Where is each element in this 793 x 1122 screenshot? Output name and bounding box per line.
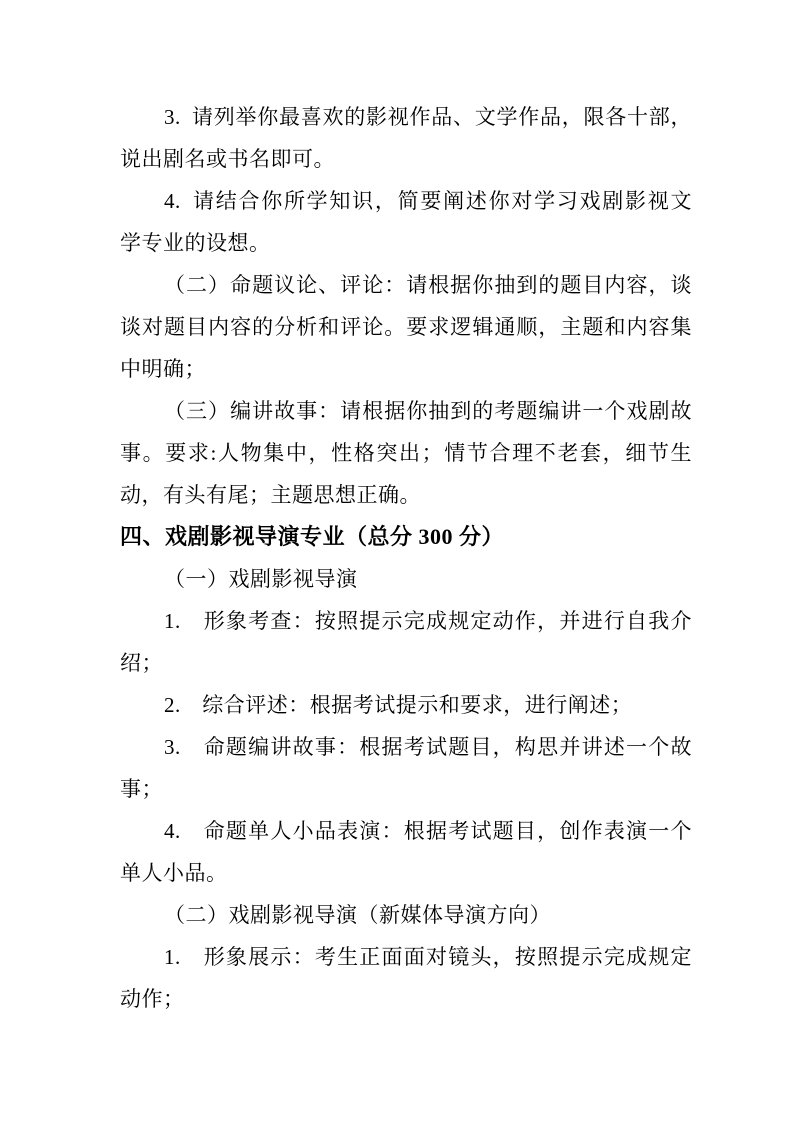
paragraph-text-line: 3. 请列举你最喜欢的影视作品、文学作品，限各十部， [164,105,692,129]
paragraph-text-line: （三）编讲故事：请根据你抽到的考题编讲一个戏剧故 [164,399,692,423]
paragraph-text-line: 动作； [120,987,185,1011]
paragraph-text-line: 2. 综合评述：根据考试提示和要求，进行阐述； [164,693,633,717]
paragraph-text-line: 3. 命题编讲故事：根据考试题目，构思并讲述一个故 [164,735,692,759]
paragraph-text-line: （一）戏剧影视导演 [164,567,358,591]
paragraph-text-line: （二）命题议论、评论：请根据你抽到的题目内容，谈 [164,273,692,297]
paragraph-text-line: 4. 请结合你所学知识，简要阐述你对学习戏剧影视文 [164,189,692,213]
paragraph-text-line: 1. 形象考查：按照提示完成规定动作，并进行自我介 [164,609,692,633]
paragraph-text-line: 事。要求:人物集中，性格突出；情节合理不老套，细节生 [120,441,692,465]
paragraph-text-line: 谈对题目内容的分析和评论。要求逻辑通顺，主题和内容集 [120,315,692,339]
paragraph-text-line: 说出剧名或书名即可。 [120,147,335,171]
paragraph-text-line: 4. 命题单人小品表演：根据考试题目，创作表演一个 [164,819,692,843]
document-text-block [120,96,692,1020]
paragraph-text-line: 单人小品。 [120,861,228,885]
paragraph-text-line: 中明确； [120,357,206,381]
paragraph-text-line: （二）戏剧影视导演（新媒体导演方向） [164,903,551,927]
paragraph-text-line: 绍； [120,651,163,675]
paragraph-text-line: 1. 形象展示：考生正面面对镜头，按照提示完成规定 [164,945,692,969]
paragraph-text-line: 学专业的设想。 [120,231,271,255]
paragraph-text-line: 动，有头有尾；主题思想正确。 [120,483,421,507]
section-heading-line: 四、戏剧影视导演专业（总分 300 分） [120,524,505,549]
paragraph-text-line: 事； [120,777,163,801]
